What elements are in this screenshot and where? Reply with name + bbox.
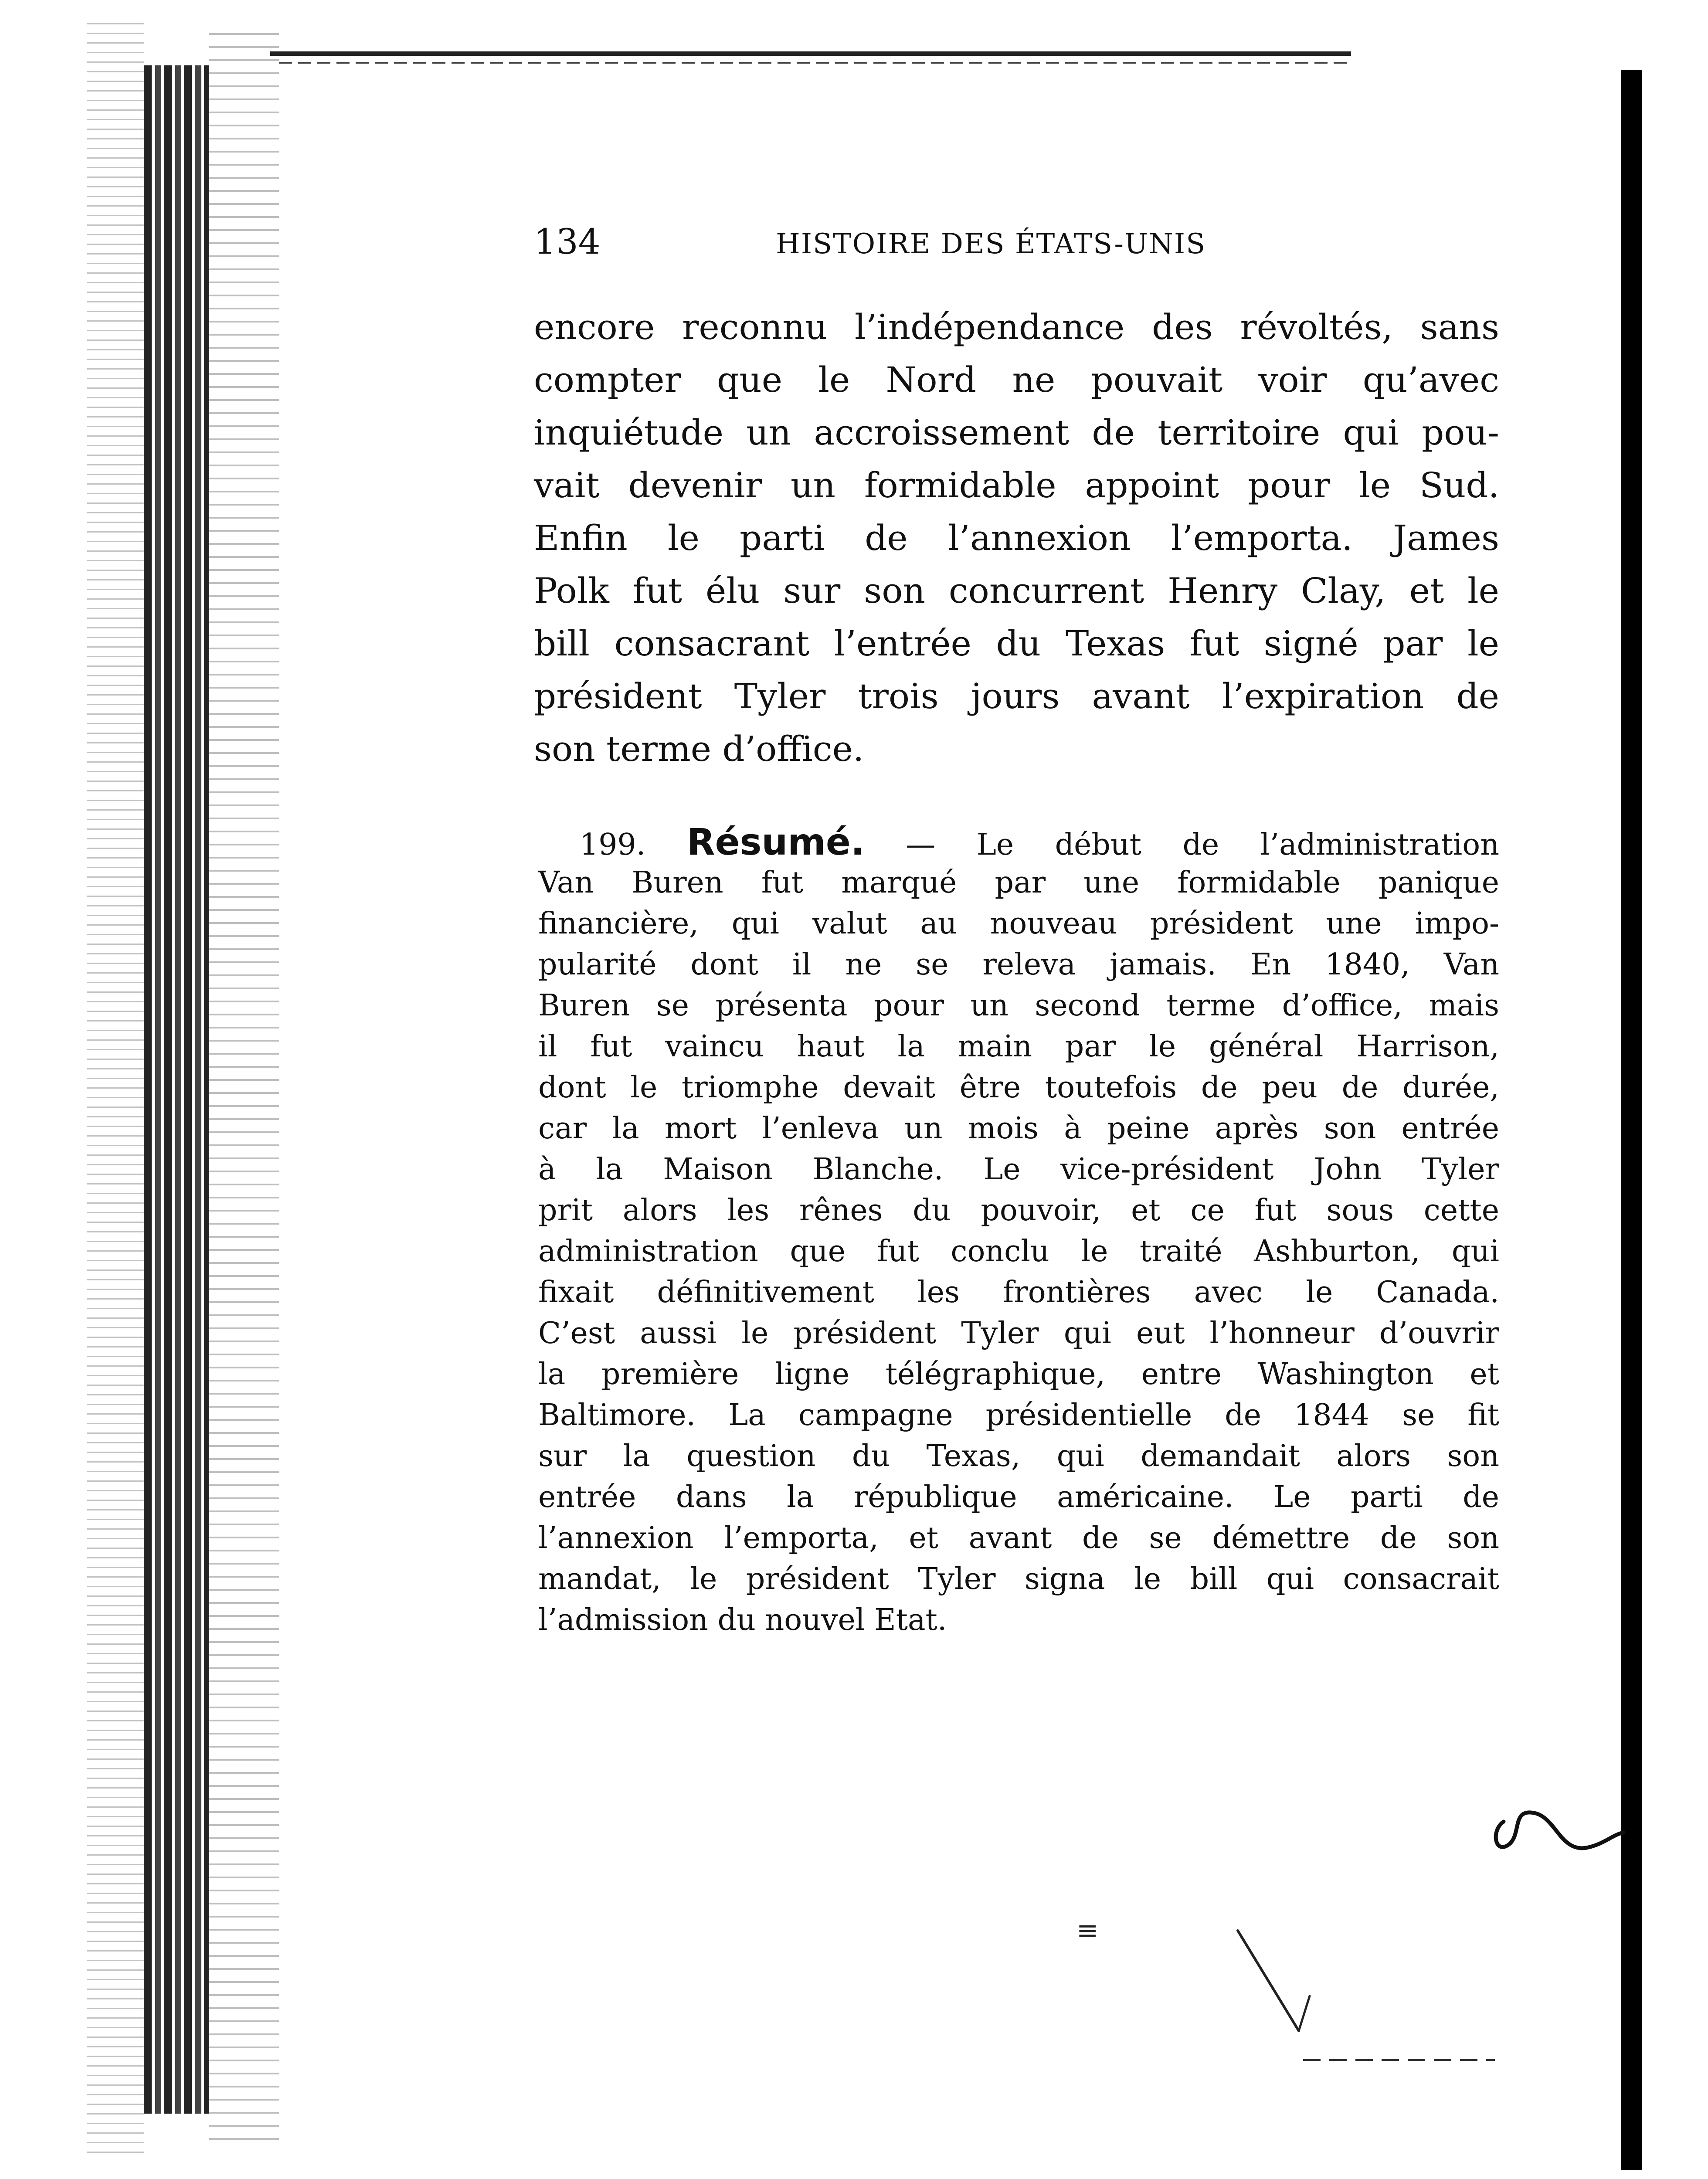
- text-line: administration que fut conclu le traité Ashburton, qui: [538, 1234, 1499, 1269]
- section-first-line-text: — Le début de l’administration: [906, 828, 1499, 862]
- text-line: inquiétude un accroissement de territoire qui pou-: [534, 412, 1499, 453]
- text-line: prit alors les rênes du pouvoir, et ce fut sous cette: [538, 1193, 1499, 1228]
- page-number: 134: [534, 221, 601, 262]
- ink-speck-icon: ≡: [1076, 1915, 1099, 1946]
- section-title: Résumé.: [686, 821, 865, 863]
- text-line: il fut vaincu haut la main par le général Harrison,: [538, 1029, 1499, 1064]
- page-header: [534, 218, 1506, 266]
- running-head: HISTOIRE DES ÉTATS-UNIS: [776, 228, 1206, 260]
- pen-squiggle-icon: [1486, 1791, 1626, 1878]
- scan-edge-left: [144, 65, 209, 2114]
- text-line: dont le triomphe devait être toutefois de peu de durée,: [538, 1070, 1499, 1105]
- scan-noise-left: [87, 17, 144, 2153]
- text-line: car la mort l’enleva un mois à peine après son entrée: [538, 1111, 1499, 1146]
- text-line: Enfin le parti de l’annexion l’emporta. James: [534, 518, 1499, 558]
- text-line: vait devenir un formidable appoint pour le Sud.: [534, 465, 1499, 506]
- text-line: à la Maison Blanche. Le vice-président John Tyler: [538, 1152, 1499, 1187]
- section-199-resume: [538, 821, 1499, 1641]
- text-line: entrée dans la république américaine. Le parti de: [538, 1480, 1499, 1514]
- text-line: encore reconnu l’indépendance des révoltés, sans: [534, 307, 1499, 347]
- section-first-line: [538, 821, 1499, 862]
- text-line: l’admission du nouvel Etat.: [538, 1603, 947, 1637]
- text-line: sur la question du Texas, qui demandait alors son: [538, 1439, 1499, 1473]
- paragraph-continuation: [534, 301, 1499, 775]
- text-line: Buren se présenta pour un second terme d’office, mais: [538, 988, 1499, 1023]
- pen-slash-icon: [1233, 1926, 1321, 2040]
- pen-dash-mark: [1303, 2059, 1495, 2061]
- text-line: financière, qui valut au nouveau président une impo-: [538, 906, 1499, 941]
- scan-top-rule-dashed: [279, 62, 1351, 64]
- text-line: Van Buren fut marqué par une formidable panique: [538, 865, 1499, 900]
- text-line: président Tyler trois jours avant l’expiration de: [534, 676, 1499, 716]
- section-number: 199.: [580, 828, 646, 862]
- text-line: mandat, le président Tyler signa le bill qui consacrait: [538, 1562, 1499, 1596]
- text-line: compter que le Nord ne pouvait voir qu’avec: [534, 360, 1499, 400]
- text-line: bill consacrant l’entrée du Texas fut signé par le: [534, 623, 1499, 664]
- scan-top-rule: [270, 51, 1351, 56]
- text-line: fixait définitivement les frontières avec le Canada.: [538, 1275, 1499, 1310]
- text-line: pularité dont il ne se releva jamais. En 1840, Van: [538, 947, 1499, 982]
- text-line: l’annexion l’emporta, et avant de se démettre de son: [538, 1521, 1499, 1555]
- text-line: son terme d’office.: [534, 729, 864, 769]
- text-line: Baltimore. La campagne présidentielle de 1844 se fit: [538, 1398, 1499, 1432]
- text-line: C’est aussi le président Tyler qui eut l’honneur d’ouvrir: [538, 1316, 1499, 1351]
- text-line: Polk fut élu sur son concurrent Henry Clay, et le: [534, 570, 1499, 611]
- scan-noise-inner-left: [209, 26, 279, 2140]
- text-line: la première ligne télégraphique, entre Washington et: [538, 1357, 1499, 1392]
